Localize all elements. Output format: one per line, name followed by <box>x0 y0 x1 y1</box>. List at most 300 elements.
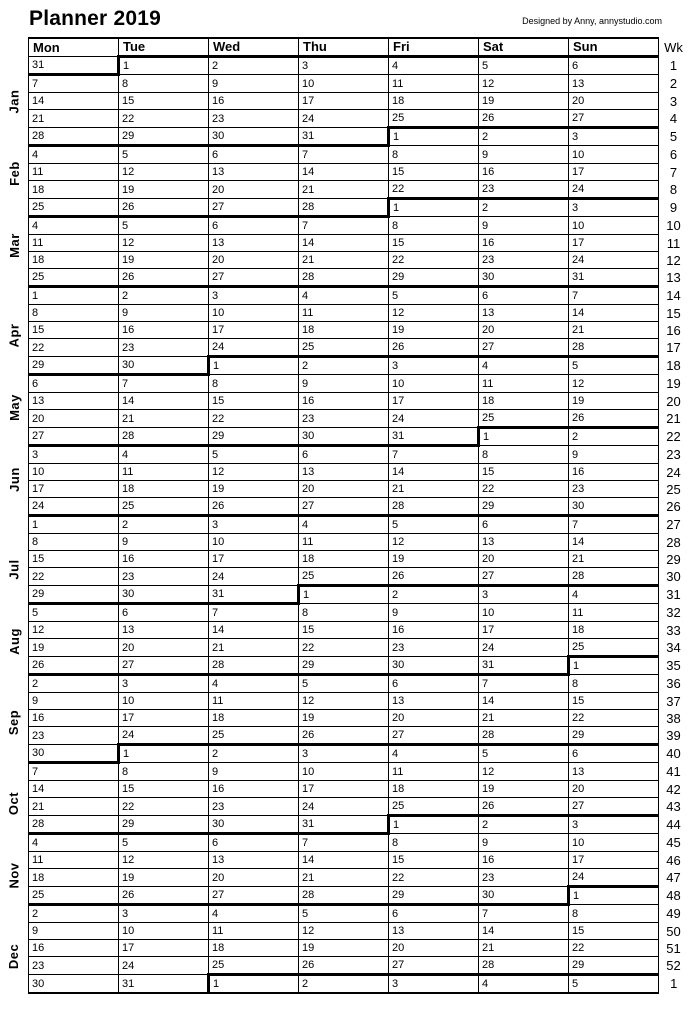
day-cell: 4 <box>389 745 479 763</box>
week-number: 40 <box>659 745 689 763</box>
weekday-header-mon: Mon <box>29 38 119 57</box>
day-cell: 2 <box>29 905 119 923</box>
day-cell: 28 <box>479 727 569 745</box>
day-cell: 11 <box>29 852 119 869</box>
day-cell: 22 <box>569 710 659 727</box>
day-cell: 28 <box>209 657 299 675</box>
day-cell: 24 <box>569 869 659 887</box>
day-cell: 1 <box>29 287 119 305</box>
week-number: 13 <box>659 269 689 287</box>
day-cell: 15 <box>569 923 659 940</box>
day-cell: 10 <box>479 604 569 622</box>
day-cell: 15 <box>119 781 209 798</box>
day-cell: 23 <box>569 481 659 498</box>
month-label-sep: Sep <box>6 709 22 735</box>
day-cell: 9 <box>569 446 659 464</box>
day-cell: 17 <box>569 235 659 252</box>
week-row <box>29 481 689 498</box>
weekday-header-fri: Fri <box>389 38 479 57</box>
day-cell: 29 <box>479 498 569 516</box>
day-cell: 3 <box>299 57 389 75</box>
week-number: 11 <box>659 235 689 252</box>
day-cell: 12 <box>29 622 119 639</box>
day-cell: 13 <box>569 763 659 781</box>
day-cell: 26 <box>29 657 119 675</box>
day-cell: 3 <box>209 287 299 305</box>
day-cell: 20 <box>209 869 299 887</box>
day-cell: 27 <box>209 269 299 287</box>
day-cell: 5 <box>299 905 389 923</box>
day-cell: 14 <box>299 235 389 252</box>
week-number: 16 <box>659 322 689 339</box>
day-cell: 27 <box>569 798 659 816</box>
day-cell: 17 <box>389 393 479 410</box>
day-cell: 22 <box>29 568 119 586</box>
week-number: 37 <box>659 693 689 710</box>
day-cell: 14 <box>479 923 569 940</box>
day-cell: 2 <box>479 199 569 217</box>
day-cell: 7 <box>479 905 569 923</box>
week-row <box>29 693 689 710</box>
week-number: 12 <box>659 252 689 269</box>
week-row <box>29 551 689 568</box>
page-title: Planner 2019 <box>29 7 161 30</box>
day-cell: 15 <box>299 622 389 639</box>
day-cell: 1 <box>479 428 569 446</box>
month-label-apr: Apr <box>6 323 22 347</box>
day-cell: 1 <box>389 816 479 834</box>
day-cell: 1 <box>569 887 659 905</box>
day-cell: 24 <box>479 639 569 657</box>
week-number: 19 <box>659 375 689 393</box>
week-row <box>29 110 689 128</box>
day-cell: 16 <box>29 710 119 727</box>
day-cell: 10 <box>569 217 659 235</box>
day-cell: 22 <box>299 639 389 657</box>
day-cell: 21 <box>29 798 119 816</box>
day-cell: 28 <box>299 887 389 905</box>
week-number: 20 <box>659 393 689 410</box>
day-cell: 19 <box>389 322 479 339</box>
day-cell: 10 <box>119 693 209 710</box>
day-cell: 13 <box>389 693 479 710</box>
day-cell: 30 <box>479 269 569 287</box>
week-row <box>29 604 689 622</box>
week-row <box>29 322 689 339</box>
week-number: 15 <box>659 305 689 322</box>
day-cell: 3 <box>569 199 659 217</box>
day-cell: 9 <box>389 604 479 622</box>
day-cell: 13 <box>389 923 479 940</box>
week-number: 33 <box>659 622 689 639</box>
day-cell: 23 <box>29 727 119 745</box>
week-number: 49 <box>659 905 689 923</box>
day-cell: 21 <box>479 710 569 727</box>
day-cell: 22 <box>569 940 659 957</box>
day-cell: 24 <box>119 957 209 975</box>
day-cell: 16 <box>479 164 569 181</box>
day-cell: 25 <box>389 798 479 816</box>
day-cell: 30 <box>119 586 209 604</box>
month-label-oct: Oct <box>6 791 22 815</box>
year-planner-table <box>28 37 689 994</box>
week-number: 38 <box>659 710 689 727</box>
day-cell: 11 <box>299 305 389 322</box>
day-cell: 2 <box>119 287 209 305</box>
day-cell: 14 <box>479 693 569 710</box>
day-cell: 28 <box>569 339 659 357</box>
day-cell: 16 <box>299 393 389 410</box>
week-row <box>29 393 689 410</box>
week-row <box>29 834 689 852</box>
day-cell: 19 <box>119 252 209 269</box>
day-cell: 14 <box>569 534 659 551</box>
week-number: 10 <box>659 217 689 235</box>
day-cell: 27 <box>389 727 479 745</box>
week-row <box>29 940 689 957</box>
day-cell: 11 <box>209 693 299 710</box>
day-cell: 24 <box>29 498 119 516</box>
day-cell: 21 <box>209 639 299 657</box>
day-cell: 12 <box>209 464 299 481</box>
day-cell: 19 <box>569 393 659 410</box>
day-cell: 1 <box>389 128 479 146</box>
day-cell: 24 <box>119 727 209 745</box>
day-cell: 10 <box>209 534 299 551</box>
day-cell: 20 <box>389 710 479 727</box>
week-row <box>29 727 689 745</box>
day-cell: 15 <box>209 393 299 410</box>
day-cell: 25 <box>389 110 479 128</box>
day-cell: 4 <box>299 516 389 534</box>
day-cell: 9 <box>29 693 119 710</box>
day-cell: 4 <box>479 975 569 994</box>
week-number: 25 <box>659 481 689 498</box>
week-row <box>29 217 689 235</box>
day-cell: 30 <box>209 816 299 834</box>
day-cell: 26 <box>389 568 479 586</box>
day-cell: 18 <box>299 551 389 568</box>
day-cell: 8 <box>389 217 479 235</box>
week-number: 44 <box>659 816 689 834</box>
week-row <box>29 745 689 763</box>
day-cell: 5 <box>29 604 119 622</box>
week-row <box>29 75 689 93</box>
day-cell: 10 <box>299 763 389 781</box>
day-cell: 27 <box>389 957 479 975</box>
day-cell: 26 <box>569 410 659 428</box>
day-cell: 13 <box>209 852 299 869</box>
day-cell: 8 <box>389 834 479 852</box>
day-cell: 14 <box>389 464 479 481</box>
day-cell: 13 <box>119 622 209 639</box>
day-cell: 4 <box>29 834 119 852</box>
day-cell: 7 <box>479 675 569 693</box>
day-cell: 11 <box>119 464 209 481</box>
week-number: 42 <box>659 781 689 798</box>
day-cell: 16 <box>209 93 299 110</box>
week-row <box>29 816 689 834</box>
day-cell: 17 <box>569 164 659 181</box>
day-cell: 18 <box>389 93 479 110</box>
day-cell: 16 <box>119 551 209 568</box>
week-number: 9 <box>659 199 689 217</box>
day-cell: 19 <box>29 639 119 657</box>
month-label-aug: Aug <box>6 627 22 655</box>
day-cell: 26 <box>479 798 569 816</box>
day-cell: 24 <box>389 410 479 428</box>
day-cell: 13 <box>29 393 119 410</box>
day-cell: 9 <box>119 305 209 322</box>
week-row <box>29 763 689 781</box>
day-cell: 17 <box>209 551 299 568</box>
week-row <box>29 57 689 75</box>
day-cell: 6 <box>209 834 299 852</box>
day-cell: 14 <box>29 781 119 798</box>
day-cell: 19 <box>209 481 299 498</box>
day-cell: 16 <box>29 940 119 957</box>
week-number: 45 <box>659 834 689 852</box>
day-cell: 22 <box>479 481 569 498</box>
day-cell: 19 <box>479 93 569 110</box>
day-cell: 11 <box>299 534 389 551</box>
day-cell: 11 <box>389 763 479 781</box>
day-cell: 13 <box>569 75 659 93</box>
day-cell: 26 <box>119 199 209 217</box>
day-cell: 3 <box>479 586 569 604</box>
day-cell: 11 <box>569 604 659 622</box>
weekday-header-wed: Wed <box>209 38 299 57</box>
day-cell: 19 <box>389 551 479 568</box>
week-number: 17 <box>659 339 689 357</box>
day-cell: 24 <box>209 339 299 357</box>
weekday-header-row <box>29 38 689 57</box>
day-cell: 5 <box>119 834 209 852</box>
week-row <box>29 586 689 604</box>
week-number: 22 <box>659 428 689 446</box>
week-number: 52 <box>659 957 689 975</box>
day-cell: 15 <box>119 93 209 110</box>
week-number: 24 <box>659 464 689 481</box>
month-label-jul: Jul <box>6 558 22 580</box>
day-cell: 16 <box>389 622 479 639</box>
week-number: 18 <box>659 357 689 375</box>
day-cell: 21 <box>299 869 389 887</box>
week-number: 48 <box>659 887 689 905</box>
week-row <box>29 235 689 252</box>
week-row <box>29 957 689 975</box>
day-cell: 23 <box>29 957 119 975</box>
day-cell: 20 <box>209 181 299 199</box>
day-cell: 8 <box>569 675 659 693</box>
day-cell: 4 <box>389 57 479 75</box>
day-cell: 2 <box>479 128 569 146</box>
day-cell: 5 <box>119 146 209 164</box>
day-cell: 17 <box>209 322 299 339</box>
day-cell: 31 <box>29 57 119 75</box>
day-cell: 9 <box>479 217 569 235</box>
day-cell: 24 <box>299 798 389 816</box>
day-cell: 9 <box>479 834 569 852</box>
week-row <box>29 446 689 464</box>
week-number: 28 <box>659 534 689 551</box>
week-number: 6 <box>659 146 689 164</box>
day-cell: 9 <box>299 375 389 393</box>
day-cell: 10 <box>389 375 479 393</box>
day-cell: 20 <box>119 639 209 657</box>
week-row <box>29 516 689 534</box>
day-cell: 1 <box>119 57 209 75</box>
day-cell: 6 <box>569 745 659 763</box>
weekday-header-tue: Tue <box>119 38 209 57</box>
day-cell: 17 <box>299 781 389 798</box>
week-number: 7 <box>659 164 689 181</box>
day-cell: 25 <box>209 727 299 745</box>
day-cell: 9 <box>479 146 569 164</box>
day-cell: 8 <box>29 534 119 551</box>
month-label-jan: Jan <box>6 89 22 113</box>
day-cell: 18 <box>389 781 479 798</box>
week-number: 4 <box>659 110 689 128</box>
day-cell: 23 <box>479 252 569 269</box>
day-cell: 3 <box>119 675 209 693</box>
day-cell: 23 <box>299 410 389 428</box>
week-number: 34 <box>659 639 689 657</box>
day-cell: 25 <box>119 498 209 516</box>
day-cell: 29 <box>299 657 389 675</box>
week-number: 29 <box>659 551 689 568</box>
weekday-header-sat: Sat <box>479 38 569 57</box>
week-row <box>29 675 689 693</box>
day-cell: 6 <box>389 905 479 923</box>
day-cell: 12 <box>119 235 209 252</box>
week-number: 47 <box>659 869 689 887</box>
day-cell: 27 <box>479 568 569 586</box>
week-row <box>29 852 689 869</box>
week-number: 21 <box>659 410 689 428</box>
week-row <box>29 199 689 217</box>
day-cell: 27 <box>569 110 659 128</box>
day-cell: 3 <box>389 975 479 994</box>
week-row <box>29 923 689 940</box>
day-cell: 18 <box>299 322 389 339</box>
day-cell: 31 <box>389 428 479 446</box>
day-cell: 31 <box>209 586 299 604</box>
day-cell: 2 <box>479 816 569 834</box>
day-cell: 11 <box>389 75 479 93</box>
day-cell: 21 <box>569 322 659 339</box>
day-cell: 30 <box>119 357 209 375</box>
day-cell: 26 <box>389 339 479 357</box>
day-cell: 10 <box>299 75 389 93</box>
day-cell: 20 <box>569 781 659 798</box>
week-row <box>29 975 689 994</box>
week-row <box>29 887 689 905</box>
day-cell: 15 <box>479 464 569 481</box>
day-cell: 20 <box>209 252 299 269</box>
day-cell: 16 <box>479 235 569 252</box>
day-cell: 22 <box>389 181 479 199</box>
day-cell: 1 <box>209 975 299 994</box>
day-cell: 4 <box>29 146 119 164</box>
day-cell: 16 <box>479 852 569 869</box>
day-cell: 7 <box>29 763 119 781</box>
day-cell: 6 <box>29 375 119 393</box>
day-cell: 22 <box>119 110 209 128</box>
month-label-jun: Jun <box>6 466 22 492</box>
day-cell: 28 <box>29 816 119 834</box>
week-row <box>29 622 689 639</box>
day-cell: 19 <box>299 710 389 727</box>
day-cell: 11 <box>29 235 119 252</box>
week-number: 30 <box>659 568 689 586</box>
day-cell: 1 <box>209 357 299 375</box>
day-cell: 27 <box>209 199 299 217</box>
day-cell: 22 <box>389 869 479 887</box>
day-cell: 17 <box>29 481 119 498</box>
day-cell: 27 <box>209 887 299 905</box>
month-label-dec: Dec <box>6 943 22 969</box>
day-cell: 25 <box>29 199 119 217</box>
day-cell: 1 <box>119 745 209 763</box>
day-cell: 28 <box>479 957 569 975</box>
day-cell: 2 <box>209 745 299 763</box>
day-cell: 15 <box>29 551 119 568</box>
week-column-header: Wk <box>659 38 689 57</box>
week-row <box>29 781 689 798</box>
day-cell: 10 <box>569 834 659 852</box>
day-cell: 5 <box>569 357 659 375</box>
day-cell: 22 <box>119 798 209 816</box>
day-cell: 14 <box>299 164 389 181</box>
week-number: 31 <box>659 586 689 604</box>
day-cell: 28 <box>119 428 209 446</box>
day-cell: 10 <box>569 146 659 164</box>
week-row <box>29 269 689 287</box>
day-cell: 4 <box>29 217 119 235</box>
day-cell: 17 <box>119 710 209 727</box>
day-cell: 23 <box>119 568 209 586</box>
month-label-may: May <box>6 393 22 421</box>
day-cell: 20 <box>479 551 569 568</box>
day-cell: 7 <box>569 287 659 305</box>
day-cell: 3 <box>569 816 659 834</box>
week-row <box>29 534 689 551</box>
day-cell: 24 <box>569 181 659 199</box>
day-cell: 12 <box>119 164 209 181</box>
day-cell: 30 <box>209 128 299 146</box>
day-cell: 16 <box>209 781 299 798</box>
day-cell: 4 <box>299 287 389 305</box>
day-cell: 2 <box>299 357 389 375</box>
day-cell: 7 <box>119 375 209 393</box>
day-cell: 16 <box>569 464 659 481</box>
day-cell: 19 <box>119 869 209 887</box>
week-row <box>29 164 689 181</box>
day-cell: 2 <box>119 516 209 534</box>
day-cell: 21 <box>479 940 569 957</box>
day-cell: 31 <box>299 816 389 834</box>
day-cell: 15 <box>389 852 479 869</box>
week-number: 43 <box>659 798 689 816</box>
day-cell: 24 <box>569 252 659 269</box>
day-cell: 29 <box>389 269 479 287</box>
week-row <box>29 252 689 269</box>
day-cell: 30 <box>389 657 479 675</box>
week-row <box>29 428 689 446</box>
day-cell: 21 <box>29 110 119 128</box>
day-cell: 29 <box>119 816 209 834</box>
